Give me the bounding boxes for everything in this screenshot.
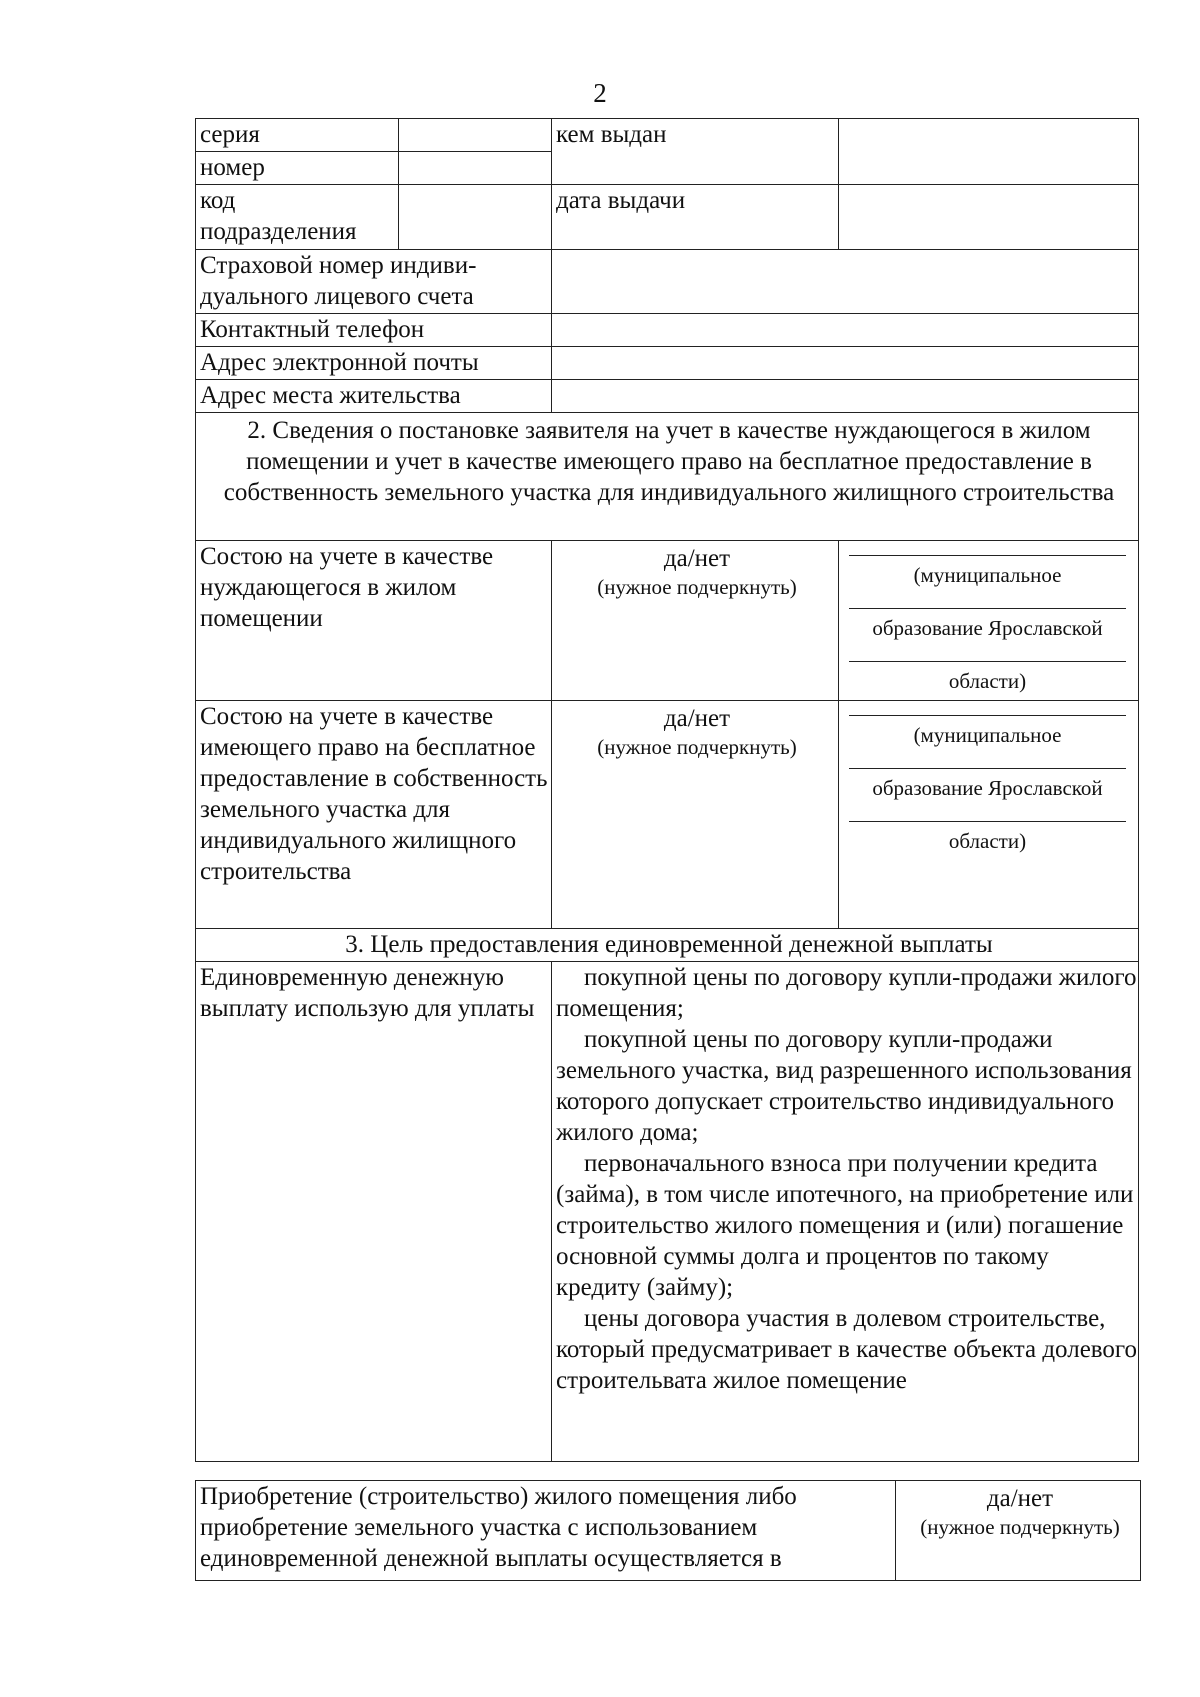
snils-label: Страховой номер индиви-дуального лицевого счета [196,250,552,314]
purpose-item[interactable]: цены договора участия в долевом строительстве, который предусматривает в качестве объекта долевого строительвата жилое помещение [556,1305,1138,1394]
email-label: Адрес электронной почты [196,347,552,380]
municipality-hint-2: образование Ярославской [872,776,1103,800]
section3-title: 3. Цель предоставления единовременной денежной выплаты [196,929,1139,962]
section2-row2-municipality[interactable] [839,701,1139,929]
application-form-table [195,118,1139,1462]
snils-value[interactable] [552,250,1139,314]
passport-number-value[interactable] [399,152,552,185]
municipality-hint-3: области) [948,669,1027,693]
phone-value[interactable] [552,314,1139,347]
underline-hint: (нужное подчеркнуть) [597,735,797,759]
purpose-item[interactable]: покупной цены по договору купли-продажи земельного участка, вид разрешенного использования которого допускает строительство индивидуального жилого дома; [556,1026,1132,1146]
section3-purposes [552,962,1139,1462]
municipality-hint-2: образование Ярославской [872,616,1103,640]
final-row-table [195,1480,1141,1581]
section2-row1-municipality[interactable] [839,541,1139,701]
page-number: 2 [593,78,607,108]
phone-label: Контактный телефон [196,314,552,347]
section2-row1-label: Состою на учете в качестве нуждающегося в жилом помещении [196,541,552,701]
section2-title: 2. Сведения о постановке заявителя на учет в качестве нуждающегося в жилом помещении и учет в качестве имеющего право на бесплатное предоставление в собственность земельного участка для индивидуального жилищного строительства [196,413,1139,541]
passport-issued-by-label: кем выдан [552,119,839,185]
division-code-value[interactable] [399,185,552,250]
municipality-hint-1: (муниципальное [913,563,1062,587]
email-value[interactable] [552,347,1139,380]
issue-date-label: дата выдачи [552,185,839,250]
division-code-label: код подразделения [196,185,399,250]
municipality-hint-3: области) [948,829,1027,853]
yes-no-option[interactable]: да/нет [663,545,731,572]
final-row-choice[interactable] [896,1481,1141,1581]
passport-number-label: номер [196,152,399,185]
underline-hint: (нужное подчеркнуть) [920,1515,1120,1539]
address-value[interactable] [552,380,1139,413]
passport-series-label: серия [196,119,399,152]
final-row-label: Приобретение (строительство) жилого помещения либо приобретение земельного участка с использованием единовременной денежной выплаты осуществляется в [196,1481,896,1581]
yes-no-option[interactable]: да/нет [663,705,731,732]
purpose-item[interactable]: первоначального взноса при получении кредита (займа), в том числе ипотечного, на приобретение или строительство жилого помещения и (или) погашение основной суммы долга и процентов по такому кредиту (займу); [556,1150,1134,1301]
issue-date-value[interactable] [839,185,1139,250]
underline-hint: (нужное подчеркнуть) [597,575,797,599]
passport-series-value[interactable] [399,119,552,152]
municipality-hint-1: (муниципальное [913,723,1062,747]
section2-row2-choice[interactable] [552,701,839,929]
address-label: Адрес места жительства [196,380,552,413]
yes-no-option[interactable]: да/нет [986,1485,1054,1512]
section3-label: Единовременную денежную выплату использую для уплаты [196,962,552,1462]
purpose-item[interactable]: покупной цены по договору купли-продажи жилого помещения; [556,964,1137,1022]
section2-row1-choice[interactable] [552,541,839,701]
passport-issued-by-value[interactable] [839,119,1139,185]
section2-row2-label: Состою на учете в качестве имеющего право на бесплатное предоставление в собственность земельного участка для индивидуального жилищного строительства [196,701,552,929]
